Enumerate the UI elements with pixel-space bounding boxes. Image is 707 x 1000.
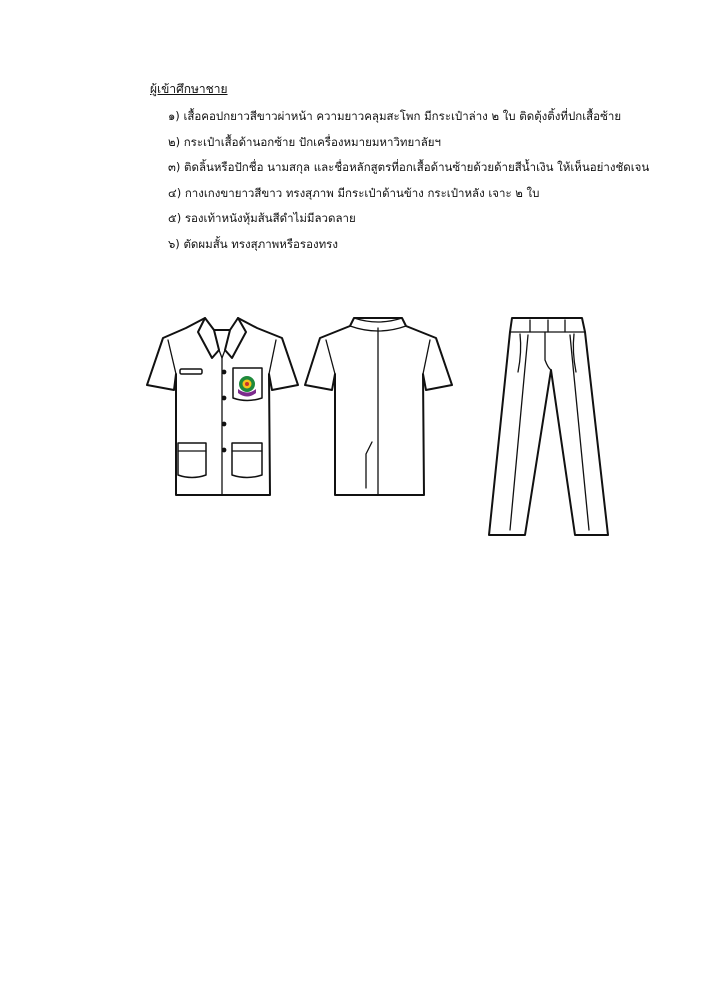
list-item: ๓) ติดลิ้นหรือปักชื่อ นามสกุล และชื่อหลักสูตรที่อกเสื้อด้านซ้ายด้วยด้ายสีน้ำเงิน ให้เห็นอย่างชัดเจน <box>168 160 650 175</box>
list-item: ๕) รองเท้าหนังหุ้มส้นสีดำไม่มีลวดลาย <box>168 211 356 226</box>
button <box>222 396 227 401</box>
lower-pocket-left <box>178 443 206 478</box>
university-emblem-icon <box>238 376 256 397</box>
uniform-drawing <box>0 290 707 550</box>
list-item: ๔) กางเกงขายาวสีขาว ทรงสุภาพ มีกระเป๋าด้านข้าง กระเป๋าหลัง เจาะ ๒ ใบ <box>168 185 540 200</box>
requirements-list <box>168 104 649 258</box>
list-item: ๖) ตัดผมสั้น ทรงสุภาพหรือรองทรง <box>168 236 338 251</box>
trousers-outline <box>489 318 608 535</box>
list-item: ๑) เสื้อคอปกยาวสีขาวผ่าหน้า ความยาวคลุมสะโพก มีกระเป๋าล่าง ๒ ใบ ติดตุ้งติ้งที่ปกเสื้อซ้าย <box>168 109 622 123</box>
list-item: ๒) กระเป๋าเสื้อด้านอกซ้าย ปักเครื่องหมายมหาวิทยาลัยฯ <box>168 134 441 149</box>
shirt-front-illustration <box>147 318 298 495</box>
section-heading: ผู้เข้าศึกษาชาย <box>150 82 228 96</box>
button <box>222 422 227 427</box>
trousers-illustration <box>489 318 608 535</box>
shirt-back-illustration <box>305 318 452 495</box>
button <box>222 370 227 375</box>
name-tag <box>180 369 202 374</box>
button <box>222 448 227 453</box>
lower-pocket-right <box>232 443 262 478</box>
uniform-illustrations <box>0 290 707 550</box>
